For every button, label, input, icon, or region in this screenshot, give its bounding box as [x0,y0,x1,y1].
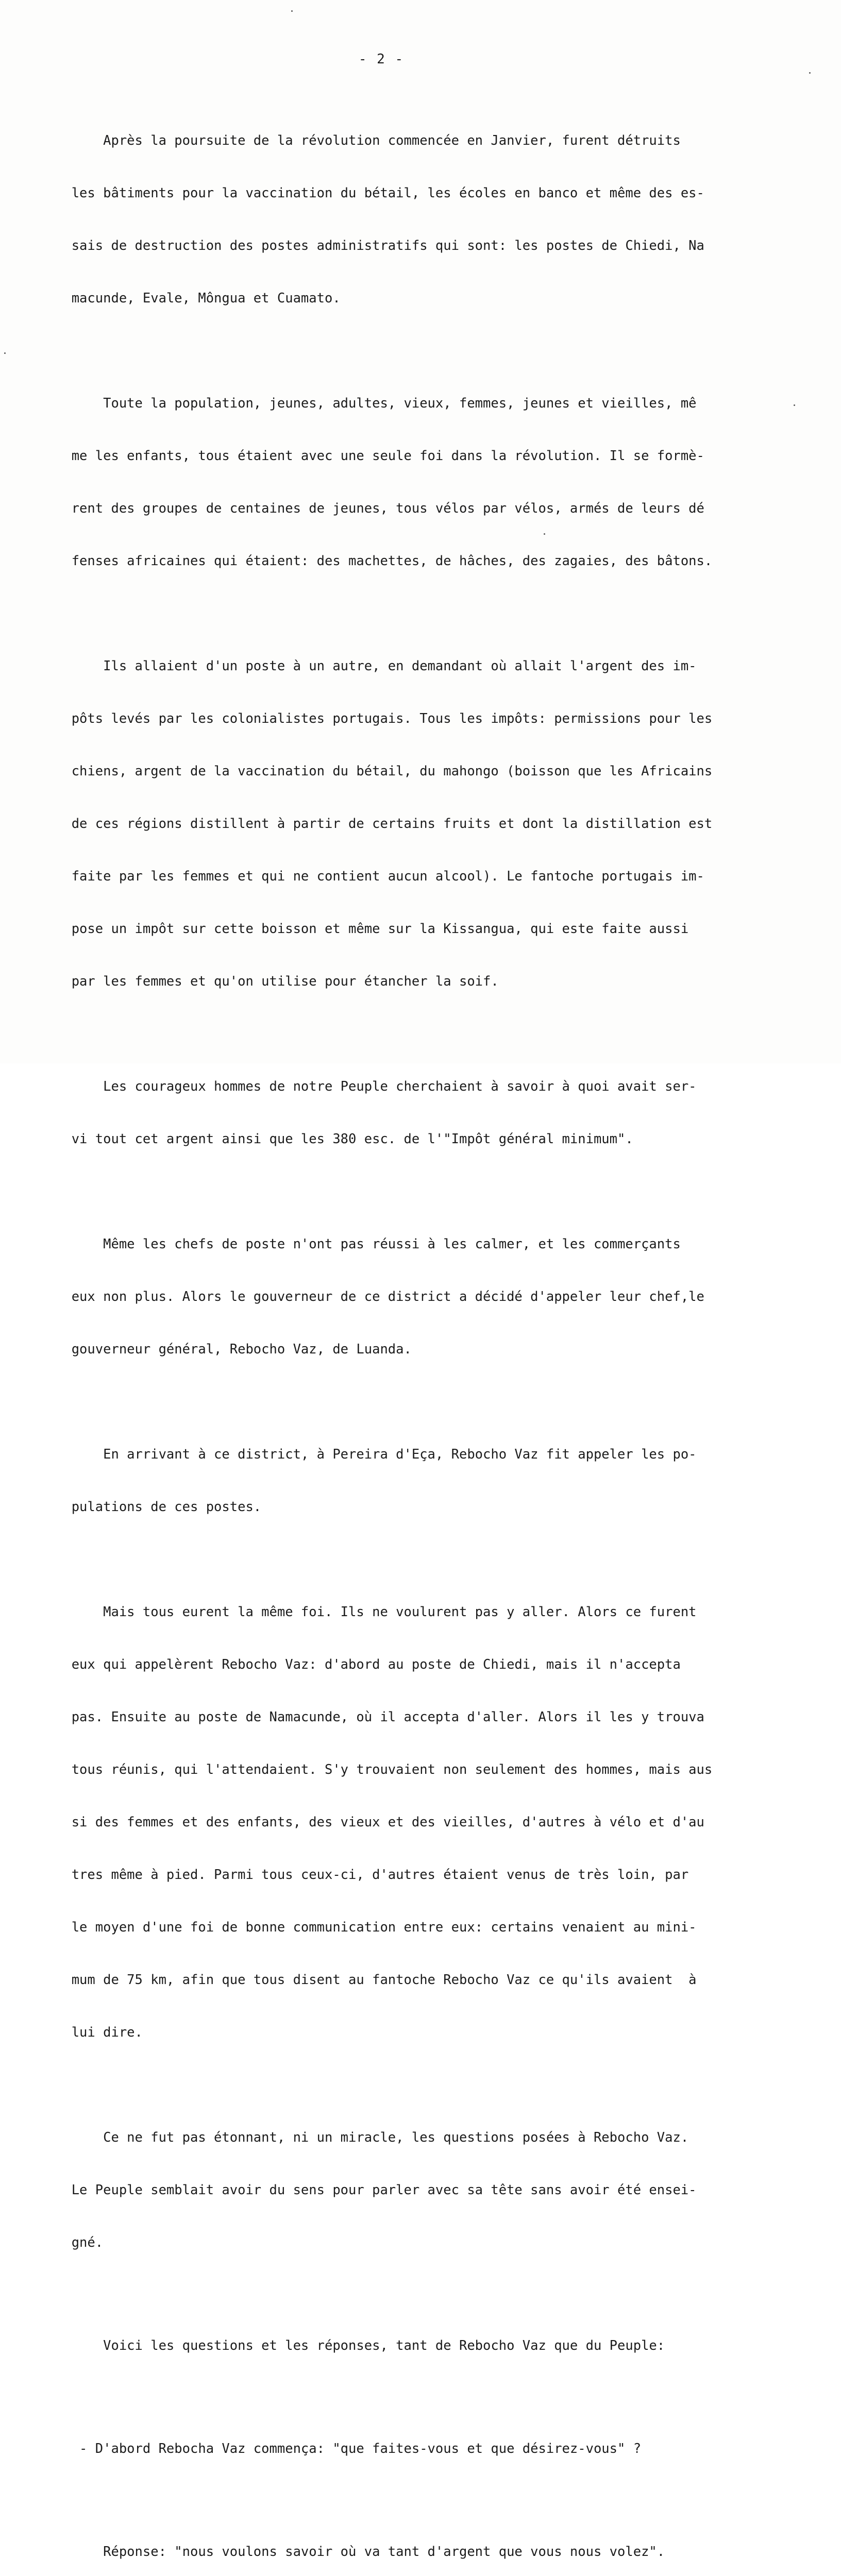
text-line: gouverneur général, Rebocho Vaz, de Luanda. [56,1342,412,1357]
scan-speck [544,533,545,535]
text-line: fenses africaines qui étaient: des machettes, de hâches, des zagaies, des bâtons. [56,553,713,569]
text-line: En arrivant à ce district, à Pereira d'Eça, Rebocho Vaz fit appeler les po- [56,1447,697,1462]
text-line: Le Peuple semblait avoir du sens pour parler avec sa tête sans avoir été ensei- [56,2182,697,2198]
text-line: faite par les femmes et qui ne contient aucun alcool). Le fantoche portugais im- [56,869,704,884]
text-line: gné. [56,2235,104,2250]
dialogue-answer-1 [56,2508,762,2576]
text-line: pas. Ensuite au poste de Namacunde, où il accepta d'aller. Alors il les y trouva [56,1709,704,1725]
scan-speck [4,352,6,354]
paragraph-gathering [56,1568,762,2076]
paragraph-taxes [56,622,762,1025]
text-line: le moyen d'une foi de bonne communication entre eux: certains venaient au mini- [56,1920,697,1935]
text-line: les bâtiments pour la vaccination du bétail, les écoles en banco et même des es- [56,185,704,201]
text-line: par les femmes et qu'on utilise pour étancher la soif. [56,974,499,989]
paragraph-arrival [56,1411,762,1551]
text-line: Mais tous eurent la même foi. Ils ne voulurent pas y aller. Alors ce furent [56,1604,697,1620]
text-line: tous réunis, qui l'attendaient. S'y trouvaient non seulement des hommes, mais aus [56,1762,713,1777]
text-line: mum de 75 km, afin que tous disent au fantoche Rebocho Vaz ce qu'ils avaient à [56,1972,697,1988]
text-line: pulations de ces postes. [56,1499,262,1515]
paragraph-revolution-start [56,97,762,342]
scan-speck [809,72,811,74]
text-line: - D'abord Rebocha Vaz commença: "que faites-vous et que désirez-vous" ? [56,2441,642,2456]
text-line: Toute la population, jeunes, adultes, vieux, femmes, jeunes et vieilles, mê [56,396,697,411]
text-line: vi tout cet argent ainsi que les 380 esc. de l'"Impôt général minimum". [56,1131,633,1147]
paragraph-chiefs [56,1200,762,1393]
text-line: chiens, argent de la vaccination du bétail, du mahongo (boisson que les Africains [56,764,713,779]
text-line: lui dire. [56,2025,143,2040]
text-line: Ce ne fut pas étonnant, ni un miracle, les questions posées à Rebocho Vaz. [56,2130,689,2145]
text-line: pose un impôt sur cette boisson et même sur la Kissangua, qui este faite aussi [56,921,689,937]
scan-speck [291,10,293,12]
text-line: Voici les questions et les réponses, tant de Rebocho Vaz que du Peuple: [56,2338,665,2353]
text-line: Ils allaient d'un poste à un autre, en demandant où allait l'argent des im- [56,658,697,674]
text-line: Après la poursuite de la révolution commencée en Janvier, furent détruits [56,133,681,148]
text-line: si des femmes et des enfants, des vieux et des vieilles, d'autres à vélo et d'au [56,1815,704,1830]
paragraph-courageous-men [56,1043,762,1183]
text-line: eux non plus. Alors le gouverneur de ce district a décidé d'appeler leur chef,le [56,1289,704,1304]
paragraph-questions-posed [56,2094,762,2286]
page-number: - 2 - [358,52,405,67]
paragraph-population [56,360,762,605]
scan-speck [794,404,795,406]
text-line: macunde, Evale, Môngua et Cuamato. [56,291,341,306]
document-body [56,97,762,2576]
text-line: me les enfants, tous étaient avec une seule foi dans la révolution. Il se formè- [56,448,704,464]
paragraph-intro-dialogue [56,2302,762,2389]
text-line: Même les chefs de poste n'ont pas réussi à les calmer, et les commerçants [56,1236,681,1252]
text-line: tres même à pied. Parmi tous ceux-ci, d'autres étaient venus de très loin, par [56,1867,689,1883]
text-line: de ces régions distillent à partir de certains fruits et dont la distillation est [56,816,713,832]
dialogue-question-1 [56,2405,762,2493]
text-line: Les courageux hommes de notre Peuple cherchaient à savoir à quoi avait ser- [56,1079,697,1094]
text-line: pôts levés par les colonialistes portugais. Tous les impôts: permissions pour les [56,711,713,726]
text-line: sais de destruction des postes administratifs qui sont: les postes de Chiedi, Na [56,238,704,253]
text-line: rent des groupes de centaines de jeunes, tous vélos par vélos, armés de leurs dé [56,501,704,516]
text-line: eux qui appelèrent Rebocho Vaz: d'abord au poste de Chiedi, mais il n'accepta [56,1657,681,1672]
text-line: Réponse: "nous voulons savoir où va tant d'argent que vous nous volez". [56,2544,665,2560]
